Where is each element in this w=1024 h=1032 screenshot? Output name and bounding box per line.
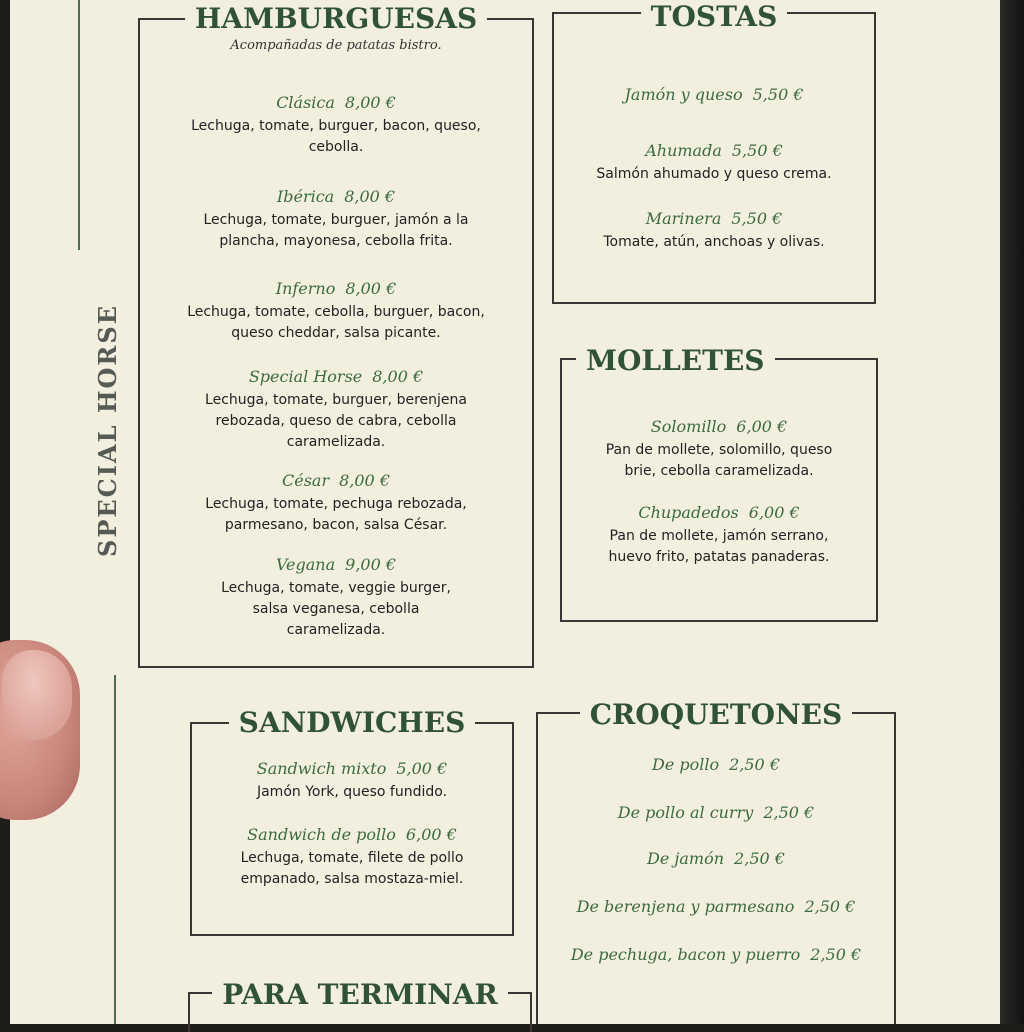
sandwiches-title: SANDWICHES — [192, 706, 512, 740]
menu-item: De pollo 2,50 € — [651, 755, 780, 774]
menu-item: Special Horse 8,00 € Lechuga, tomate, burguer, berenjena rebozada, queso de cabra, cebolla caramelizada. — [205, 367, 467, 450]
menu-item: Clásica 8,00 € Lechuga, tomate, burguer, bacon, queso, cebolla. — [191, 93, 481, 155]
sandwiches-section — [190, 706, 514, 936]
croquetones-section — [536, 698, 896, 1024]
menu-item: Sandwich mixto 5,00 € Jamón York, queso fundido. — [256, 759, 448, 800]
menu-item: Ibérica 8,00 € Lechuga, tomate, burguer, jamón a la plancha, mayonesa, cebolla frita. — [203, 187, 469, 249]
para-terminar-title: PARA TERMINAR — [190, 978, 530, 1012]
menu-item: De berenjena y parmesano 2,50 € — [576, 897, 856, 916]
menu-item: Jamón y queso 5,50 € — [624, 85, 804, 104]
menu-item: Ahumada 5,50 € Salmón ahumado y queso crema. — [596, 141, 832, 182]
menu-item: Sandwich de pollo 6,00 € Lechuga, tomate, filete de pollo empanado, salsa mostaza-miel. — [240, 825, 464, 887]
menu-item: Solomillo 6,00 € Pan de mollete, solomillo, queso brie, cebolla caramelizada. — [605, 417, 833, 479]
menu-cover-edge — [1000, 0, 1024, 1024]
hamburguesas-section — [138, 2, 534, 668]
menu-item: Chupadedos 6,00 € Pan de mollete, jamón serrano, huevo frito, patatas panaderas. — [608, 503, 830, 565]
hamburguesas-title: HAMBURGUESAS — [140, 2, 532, 36]
menu-item: Vegana 9,00 € Lechuga, tomate, veggie burger, salsa veganesa, cebolla caramelizada. — [221, 555, 451, 638]
tostas-section — [552, 0, 876, 304]
menu-item: De jamón 2,50 € — [647, 849, 785, 868]
tostas-title: TOSTAS — [554, 0, 874, 34]
divider-line-bottom — [114, 675, 116, 1024]
menu-item: De pollo al curry 2,50 € — [617, 803, 815, 822]
divider-line-top — [78, 0, 80, 250]
brand-vertical-title: SPECIAL HORSE — [93, 303, 122, 557]
hamburguesas-subtitle: Acompañadas de patatas bistro. — [230, 38, 442, 53]
menu-item: César 8,00 € Lechuga, tomate, pechuga rebozada, parmesano, bacon, salsa César. — [205, 471, 467, 533]
molletes-section — [560, 344, 878, 622]
menu-item: De pechuga, bacon y puerro 2,50 € — [570, 945, 862, 964]
menu-item: Inferno 8,00 € Lechuga, tomate, cebolla, burguer, bacon, queso cheddar, salsa picante. — [187, 279, 485, 341]
para-terminar-section — [188, 978, 532, 1032]
molletes-title: MOLLETES — [576, 344, 876, 378]
croquetones-title: CROQUETONES — [538, 698, 894, 732]
thumbnail — [2, 650, 72, 740]
menu-item: Marinera 5,50 € Tomate, atún, anchoas y olivas. — [603, 209, 825, 250]
